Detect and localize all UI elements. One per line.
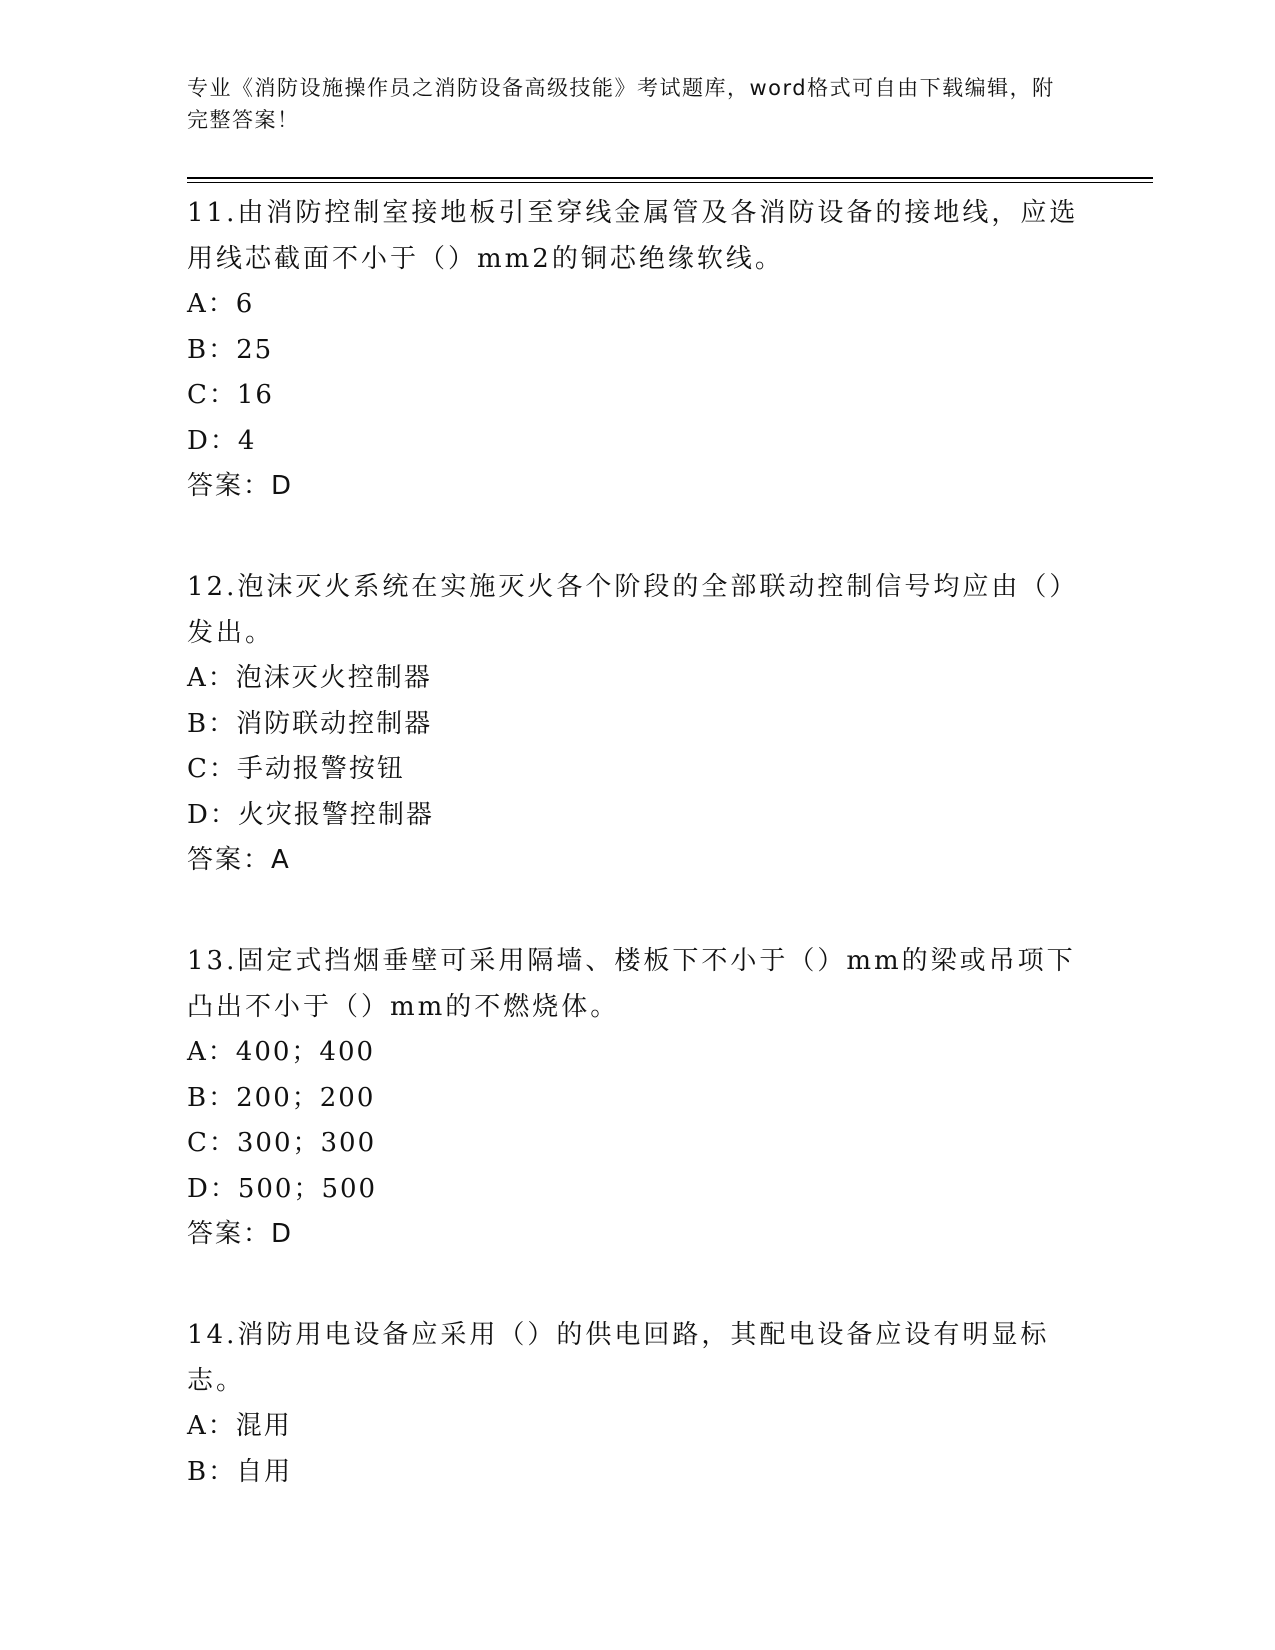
document-header [187, 72, 1067, 136]
answer-line: 答案：D [187, 471, 294, 501]
answer-line: 答案：D [187, 1219, 294, 1249]
option-b: B：25 [187, 334, 274, 365]
option-a: A：泡沫灭火控制器 [187, 663, 432, 693]
option-b: B：消防联动控制器 [187, 708, 433, 739]
option-b: B：200；200 [187, 1082, 376, 1113]
question-stem: 11.由消防控制室接地板引至穿线金属管及各消防设备的接地线，应选用线芯截面不小于（）mm2的铜芯绝缘软线。 [187, 198, 1079, 274]
option-a: A：6 [187, 289, 255, 319]
option-d: D：火灾报警控制器 [187, 799, 434, 830]
option-d: D：500；500 [187, 1173, 378, 1204]
header-divider-thick [187, 177, 1153, 179]
option-c: C：300；300 [187, 1128, 377, 1158]
answer-line: 答案：A [187, 845, 291, 875]
question-list [187, 190, 1087, 1551]
question-13 [187, 938, 1087, 1256]
question-14 [187, 1312, 1087, 1495]
question-stem: 13.固定式挡烟垂壁可采用隔墙、楼板下不小于（）mm的梁或吊项下凸出不小于（）mm的不燃烧体。 [187, 946, 1076, 1022]
header-intro-text: 专业《消防设施操作员之消防设备高级技能》考试题库，word格式可自由下载编辑，附完整答案！ [187, 76, 1055, 132]
question-stem: 14.消防用电设备应采用（）的供电回路，其配电设备应设有明显标志。 [187, 1320, 1050, 1396]
option-c: C：手动报警按钮 [187, 754, 405, 784]
option-a: A：400；400 [187, 1037, 376, 1067]
option-a: A：混用 [187, 1411, 292, 1441]
option-d: D：4 [187, 425, 257, 456]
option-b: B：自用 [187, 1456, 293, 1487]
header-divider-thin [187, 182, 1153, 183]
question-11 [187, 190, 1087, 508]
question-12 [187, 564, 1087, 882]
option-c: C：16 [187, 380, 274, 410]
question-stem: 12.泡沫灭火系统在实施灭火各个阶段的全部联动控制信号均应由（）发出。 [187, 572, 1079, 648]
